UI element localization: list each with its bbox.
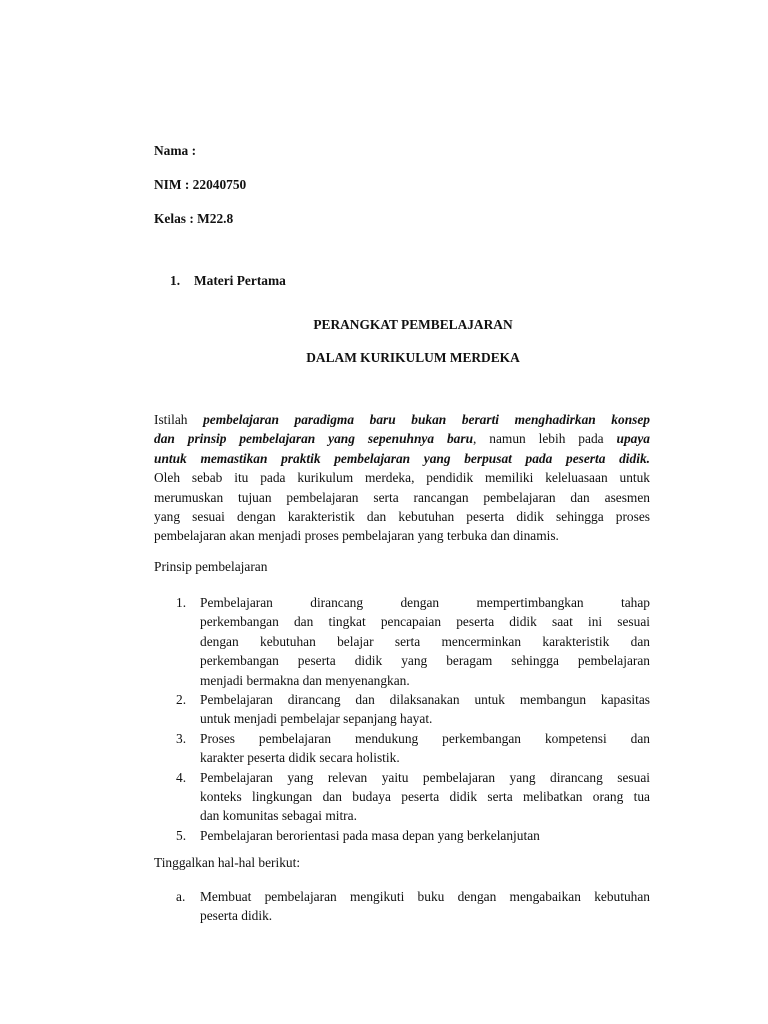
intro-line-7: pembelajaran akan menjadi proses pembelajaran yang terbuka dan dinamis.	[154, 528, 559, 544]
intro-emphasis: dan prinsip pembelajaran yang sepenuhnya baru	[154, 431, 474, 447]
section-title: Materi Pertama	[194, 273, 286, 288]
list-item-line: karakter peserta didik secara holistik.	[200, 750, 400, 766]
list-item-line: dengan kebutuhan belajar serta mencerminkan karakteristik dan	[200, 633, 650, 649]
list-item-line: Pembelajaran dirancang dan dilaksanakan untuk membangun kapasitas	[200, 692, 650, 708]
list-item-number: 4.	[176, 769, 187, 785]
list-item-line: perkembangan peserta didik yang beragam sehingga pembelajaran	[200, 653, 650, 669]
list-item-text	[200, 826, 650, 845]
list-item	[154, 826, 650, 845]
kelas-field: Kelas : M22.8	[154, 211, 234, 226]
list-item-line: peserta didik.	[200, 908, 273, 924]
leave-heading: Tinggalkan hal-hal berikut:	[154, 855, 301, 870]
section-number: 1.	[170, 273, 181, 288]
list-item-number: 5.	[176, 827, 187, 843]
list-item-number: 3.	[176, 730, 187, 746]
list-item-text	[200, 729, 650, 768]
list-item-line: untuk menjadi pembelajar sepanjang hayat.	[200, 711, 433, 727]
list-item-line: perkembangan dan tingkat pencapaian peserta didik saat ini sesuai	[200, 614, 650, 630]
principles-list	[154, 593, 650, 845]
intro-line-2	[154, 429, 650, 448]
intro-text: , namun lebih pada	[473, 431, 617, 447]
list-item-number: 2.	[176, 692, 187, 708]
list-item-line: konteks lingkungan dan budaya peserta didik serta melibatkan orang tua	[200, 789, 650, 805]
intro-emphasis: untuk memastikan praktik pembelajaran yang berpusat pada peserta didik.	[154, 450, 650, 466]
list-item-number: 1.	[176, 595, 187, 610]
list-item-text	[200, 768, 650, 826]
list-item-text	[200, 593, 650, 690]
list-item-line: dan komunitas sebagai mitra.	[200, 808, 357, 824]
intro-paragraph	[154, 410, 650, 546]
list-item-line: Pembelajaran berorientasi pada masa depan yang berkelanjutan	[200, 827, 540, 843]
document-title-line-2: DALAM KURIKULUM MERDEKA	[306, 350, 520, 365]
intro-line-5: merumuskan tujuan pembelajaran serta rancangan pembelajaran dan asesmen	[154, 489, 650, 505]
list-item	[154, 593, 650, 690]
list-item-text	[200, 690, 650, 729]
intro-emphasis: upaya	[616, 431, 650, 447]
list-item	[154, 768, 650, 826]
document-title-line-1: PERANGKAT PEMBELAJARAN	[313, 317, 513, 332]
nim-field: NIM : 22040750	[154, 177, 247, 192]
list-item-line: Pembelajaran dirancang dengan mempertimbangkan tahap	[200, 595, 650, 610]
intro-line-1	[154, 410, 650, 429]
list-item-line: Proses pembelajaran mendukung perkembangan kompetensi dan	[200, 730, 650, 746]
intro-line-3	[154, 449, 650, 468]
principles-heading: Prinsip pembelajaran	[154, 559, 268, 574]
list-item-line: Membuat pembelajaran mengikuti buku dengan mengabaikan kebutuhan	[200, 889, 650, 904]
list-item-text	[200, 887, 650, 926]
intro-text: Istilah	[154, 412, 204, 427]
list-item-number: a.	[176, 889, 186, 904]
list-item-line: Pembelajaran yang relevan yaitu pembelajaran yang dirancang sesuai	[200, 769, 650, 785]
name-field: Nama :	[154, 143, 197, 158]
intro-line-4: Oleh sebab itu pada kurikulum merdeka, pendidik memiliki keleluasaan untuk	[154, 470, 650, 486]
list-item	[154, 887, 650, 926]
leave-list	[154, 887, 650, 926]
list-item	[154, 690, 650, 729]
list-item-line: menjadi bermakna dan menyenangkan.	[200, 672, 410, 688]
intro-line-6: yang sesuai dengan karakteristik dan kebutuhan peserta didik sehingga proses	[154, 509, 650, 525]
intro-emphasis: pembelajaran paradigma baru bukan berarti menghadirkan konsep	[203, 412, 650, 427]
list-item	[154, 729, 650, 768]
